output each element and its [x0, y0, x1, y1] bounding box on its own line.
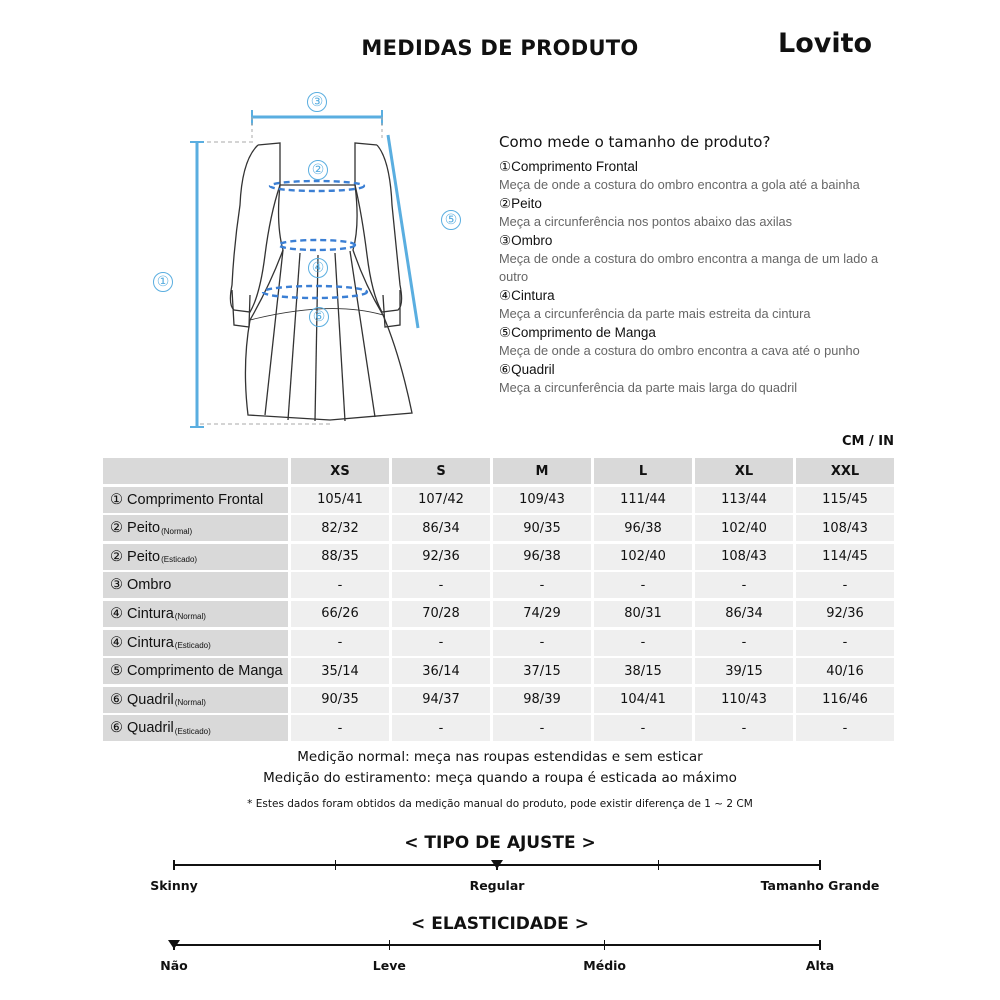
size-header-s: S: [392, 458, 490, 484]
table-row: [103, 601, 896, 627]
row-label-cell: [103, 487, 288, 513]
fit-label: Tamanho Grande: [760, 878, 880, 893]
guide-item-description: Meça de onde a costura do ombro encontra a cava até o punho: [499, 343, 860, 358]
table-cell: -: [493, 630, 591, 656]
table-cell: 94/37: [392, 687, 490, 713]
guide-item-description: Meça a circunferência da parte mais estreita da cintura: [499, 306, 811, 321]
table-cell: 37/15: [493, 658, 591, 684]
table-cell: 98/39: [493, 687, 591, 713]
row-label: ⑤ Comprimento de Manga: [110, 663, 283, 680]
row-label: ⑥ Quadril: [110, 720, 174, 737]
row-label-cell: [103, 544, 288, 570]
table-cell: 102/40: [695, 515, 793, 541]
table-cell: 80/31: [594, 601, 692, 627]
elasticity-selected-marker: [168, 940, 180, 949]
row-label-qualifier: (Esticado): [174, 641, 211, 651]
table-cell: 96/38: [594, 515, 692, 541]
row-label-cell: [103, 715, 288, 741]
elasticity-scale-tick: [819, 940, 821, 950]
table-cell: 96/38: [493, 544, 591, 570]
size-header-l: L: [594, 458, 692, 484]
page-title: MEDIDAS DE PRODUTO: [361, 36, 639, 60]
guide-title: Como mede o tamanho de produto?: [499, 133, 771, 151]
table-cell: 108/43: [796, 515, 894, 541]
table-cell: 107/42: [392, 487, 490, 513]
table-cell: -: [392, 715, 490, 741]
table-cell: 39/15: [695, 658, 793, 684]
table-row: [103, 715, 896, 741]
row-label-qualifier: (Normal): [161, 526, 193, 536]
table-cell: 38/15: [594, 658, 692, 684]
size-header-xxl: XXL: [796, 458, 894, 484]
fit-label: Regular: [469, 878, 525, 893]
table-header-row: [103, 458, 896, 484]
table-cell: 104/41: [594, 687, 692, 713]
table-cell: 36/14: [392, 658, 490, 684]
fit-scale-tick: [335, 860, 337, 870]
table-cell: -: [291, 715, 389, 741]
disclaimer-note: * Estes dados foram obtidos da medição manual do produto, pode existir diferença de 1 ~ 2 CM: [247, 798, 753, 810]
row-label: ④ Cintura: [110, 605, 174, 622]
row-label: ① Comprimento Frontal: [110, 491, 264, 508]
guide-item-label: ⑥Quadril: [499, 362, 555, 377]
guide-item-label: ④Cintura: [499, 288, 555, 303]
table-cell: 116/46: [796, 687, 894, 713]
guide-item: [499, 324, 899, 360]
table-cell: -: [796, 572, 894, 598]
guide-item-label: ①Comprimento Frontal: [499, 159, 638, 174]
elasticity-label: Não: [160, 958, 188, 973]
row-label: ② Peito: [110, 520, 161, 537]
marker-3: ③: [307, 92, 327, 112]
table-row: [103, 515, 896, 541]
table-row: [103, 658, 896, 684]
guide-item-description: Meça de onde a costura do ombro encontra a manga de um lado a outro: [499, 251, 879, 284]
header-blank-cell: [103, 458, 288, 484]
elasticity-label: Leve: [372, 958, 406, 973]
guide-item: [499, 361, 899, 397]
size-table: [103, 458, 896, 744]
table-cell: 108/43: [695, 544, 793, 570]
fit-selected-marker: [491, 860, 503, 869]
row-label: ⑥ Quadril: [110, 691, 174, 708]
table-cell: 105/41: [291, 487, 389, 513]
guide-item-label: ③Ombro: [499, 233, 553, 248]
table-cell: 86/34: [392, 515, 490, 541]
guide-item-description: Meça a circunferência nos pontos abaixo das axilas: [499, 214, 793, 229]
fit-title: < TIPO DE AJUSTE >: [404, 833, 596, 853]
table-cell: 90/35: [493, 515, 591, 541]
table-cell: -: [291, 630, 389, 656]
measurement-guide: [499, 133, 899, 398]
table-cell: 113/44: [695, 487, 793, 513]
normal-measure-note: Medição normal: meça nas roupas estendidas e sem esticar: [297, 749, 703, 765]
table-cell: -: [291, 572, 389, 598]
brand-logo: Lovito: [778, 28, 873, 59]
guide-item-description: Meça de onde a costura do ombro encontra a gola até a bainha: [499, 177, 860, 192]
table-cell: 115/45: [796, 487, 894, 513]
table-cell: 102/40: [594, 544, 692, 570]
guide-item: [499, 287, 899, 323]
row-label-cell: [103, 601, 288, 627]
table-cell: 92/36: [796, 601, 894, 627]
row-label-qualifier: (Normal): [174, 698, 206, 708]
table-cell: -: [493, 715, 591, 741]
size-header-m: M: [493, 458, 591, 484]
guide-item-label: ②Peito: [499, 196, 542, 211]
table-cell: 110/43: [695, 687, 793, 713]
elasticity-scale-tick: [389, 940, 391, 950]
elasticity-scale-line: [174, 944, 820, 946]
table-cell: -: [594, 630, 692, 656]
table-cell: -: [695, 715, 793, 741]
fit-scale-tick: [819, 860, 821, 870]
marker-5: ⑤: [441, 210, 461, 230]
table-cell: 88/35: [291, 544, 389, 570]
table-row: [103, 630, 896, 656]
table-cell: -: [392, 572, 490, 598]
guide-item: [499, 195, 899, 231]
table-row: [103, 544, 896, 570]
stretch-measure-note: Medição do estiramento: meça quando a roupa é esticada ao máximo: [263, 770, 737, 786]
elasticity-label: Médio: [583, 958, 627, 973]
row-label: ③ Ombro: [110, 577, 172, 594]
table-cell: -: [796, 715, 894, 741]
guide-item-label: ⑤Comprimento de Manga: [499, 325, 656, 340]
row-label: ④ Cintura: [110, 634, 174, 651]
guide-item: [499, 232, 899, 286]
table-cell: -: [796, 630, 894, 656]
row-label-cell: [103, 687, 288, 713]
size-header-xl: XL: [695, 458, 793, 484]
table-cell: 70/28: [392, 601, 490, 627]
marker-1: ①: [153, 272, 173, 292]
dress-measurement-diagram: [150, 85, 480, 435]
fit-label: Skinny: [150, 878, 198, 893]
table-cell: -: [695, 572, 793, 598]
row-label-cell: [103, 515, 288, 541]
table-cell: 82/32: [291, 515, 389, 541]
table-cell: -: [493, 572, 591, 598]
row-label-qualifier: (Esticado): [174, 726, 211, 736]
size-header-xs: XS: [291, 458, 389, 484]
table-cell: 86/34: [695, 601, 793, 627]
table-cell: -: [594, 572, 692, 598]
unit-label: CM / IN: [842, 434, 894, 449]
table-cell: 66/26: [291, 601, 389, 627]
table-cell: 35/14: [291, 658, 389, 684]
elasticity-label: Alta: [805, 958, 835, 973]
table-cell: 111/44: [594, 487, 692, 513]
marker-2: ②: [308, 160, 328, 180]
fit-scale-tick: [658, 860, 660, 870]
fit-scale-tick: [173, 860, 175, 870]
row-label-qualifier: (Esticado): [161, 555, 198, 565]
table-cell: 74/29: [493, 601, 591, 627]
table-cell: -: [392, 630, 490, 656]
guide-item-description: Meça a circunferência da parte mais larga do quadril: [499, 380, 798, 395]
table-cell: 40/16: [796, 658, 894, 684]
table-cell: 90/35: [291, 687, 389, 713]
elasticity-scale-tick: [604, 940, 606, 950]
row-label-qualifier: (Normal): [174, 612, 206, 622]
table-cell: 92/36: [392, 544, 490, 570]
table-cell: -: [594, 715, 692, 741]
row-label-cell: [103, 572, 288, 598]
table-row: [103, 487, 896, 513]
marker-4: ④: [308, 258, 328, 278]
table-row: [103, 572, 896, 598]
guide-item: [499, 158, 899, 194]
elasticity-title: < ELASTICIDADE >: [411, 914, 589, 934]
table-cell: -: [695, 630, 793, 656]
table-cell: 114/45: [796, 544, 894, 570]
row-label-cell: [103, 630, 288, 656]
table-cell: 109/43: [493, 487, 591, 513]
marker-6: ⑥: [309, 307, 329, 327]
table-row: [103, 687, 896, 713]
row-label: ② Peito: [110, 548, 161, 565]
row-label-cell: [103, 658, 288, 684]
